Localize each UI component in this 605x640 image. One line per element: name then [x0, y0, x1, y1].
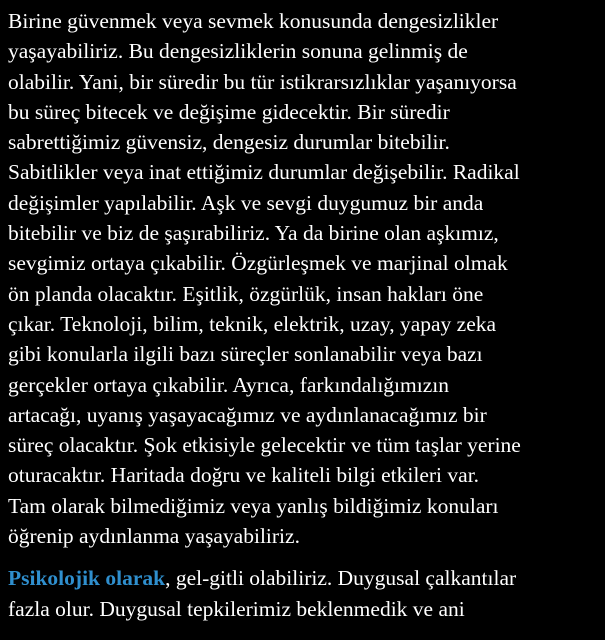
paragraph-2-text: , gel-gitli olabiliriz. Duygusal çalkantılar fazla olur. Duygusal tepkilerimiz beklenmedik ve ani — [8, 566, 517, 621]
paragraph-2 — [8, 563, 598, 624]
paragraph-1: Birine güvenmek veya sevmek konusunda dengesizlikler yaşayabiliriz. Bu dengesizliklerin sonuna gelinmiş de olabilir. Yani, bir süredir bu tür istikrarsızlıklar yaşanıyorsa bu süreç bitecek ve değişime gidecektir. Bir süredir sabrettiğimiz güvensiz, dengesiz durumlar bitebilir. Sabitlikler veya inat ettiğimiz durumlar değişebilir. Radikal değişimler yapılabilir. Aşk ve sevgi duygumuz bir anda bitebilir ve biz de şaşırabiliriz. Ya da birine olan aşkımız, sevgimiz ortaya çıkabilir. Özgürleşmek ve marjinal olmak ön planda olacaktır. Eşitlik, özgürlük, insan hakları öne çıkar. Teknoloji, bilim, teknik, elektrik, uzay, yapay zeka gibi konularla ilgili bazı süreçler sonlanabilir veya bazı gerçekler ortaya çıkabilir. Ayrıca, farkındalığımızın artacağı, uyanış yaşayacağımız ve aydınlanacağımız bir süreç olacaktır. Şok etkisiyle gelecektir ve tüm taşlar yerine oturacaktır. Haritada doğru ve kaliteli bilgi etkileri var. Tam olarak bilmediğimiz veya yanlış bildiğimiz konuları öğrenip aydınlanma yaşayabiliriz. — [8, 9, 521, 549]
highlighted-heading-text: Psikolojik olarak — [8, 566, 166, 591]
document-body — [8, 6, 598, 624]
